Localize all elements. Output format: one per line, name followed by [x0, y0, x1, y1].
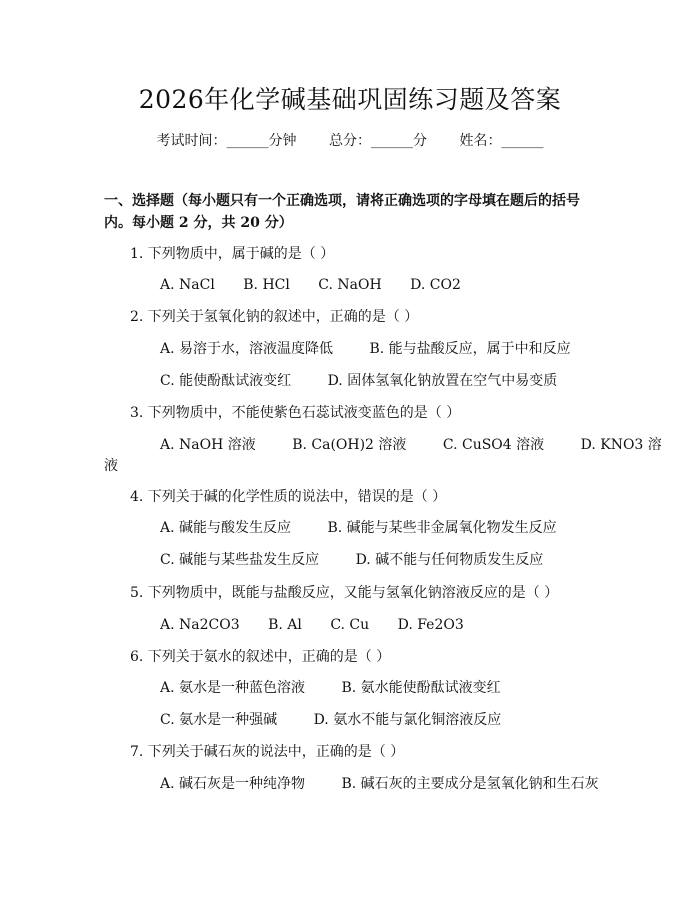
option: D. Fe2O3 [397, 617, 464, 633]
option: C. CuSO4 溶液 [442, 437, 545, 453]
question-stem: 1. 下列物质中，属于碱的是（ ） [130, 246, 335, 262]
question-options [160, 615, 488, 635]
option: A. 碱石灰是一种纯净物 [160, 776, 306, 792]
option: B. Al [268, 617, 302, 633]
option: D. CO2 [410, 277, 461, 293]
option: D. 氨水不能与氯化铜溶液反应 [313, 712, 502, 728]
option: A. NaOH 溶液 [160, 437, 256, 453]
option: A. 氨水是一种蓝色溶液 [160, 680, 306, 696]
exam-time-field: 考试时间：______分钟 [156, 133, 297, 149]
option: A. 易溶于水，溶液温度降低 [160, 341, 334, 357]
option: C. NaOH [318, 277, 382, 293]
exam-meta [0, 131, 700, 151]
question-options [160, 518, 581, 538]
question-options [160, 275, 485, 295]
option: B. 碱石灰的主要成分是氢氧化钠和生石灰 [341, 776, 599, 792]
option: D. 固体氢氧化钠放置在空气中易变质 [327, 373, 558, 389]
option: A. Na2CO3 [160, 617, 240, 633]
question-stem: 4. 下列关于碱的化学性质的说法中，错误的是（ ） [130, 489, 447, 505]
question-options [160, 435, 686, 455]
question-options [160, 339, 595, 359]
option: D. KNO3 溶 [580, 437, 662, 453]
option: A. NaCl [160, 277, 215, 293]
section-heading [104, 190, 604, 234]
option: B. 碱能与某些非金属氧化物发生反应 [327, 520, 557, 536]
option: B. 氨水能使酚酞试液变红 [341, 680, 501, 696]
question-stem: 6. 下列关于氨水的叙述中，正确的是（ ） [130, 649, 391, 665]
question-options [160, 371, 581, 391]
option: A. 碱能与酸发生反应 [160, 520, 292, 536]
question-stem: 7. 下列关于碱石灰的说法中，正确的是（ ） [130, 744, 405, 760]
section-heading-line: 内。每小题 2 分，共 20 分） [104, 215, 293, 231]
question-stem: 3. 下列物质中，不能使紫色石蕊试液变蓝色的是（ ） [130, 405, 461, 421]
question-options [160, 774, 623, 794]
question-options [160, 550, 567, 570]
option: C. Cu [330, 617, 370, 633]
option: C. 氨水是一种强碱 [160, 712, 278, 728]
option: C. 能使酚酞试液变红 [160, 373, 292, 389]
option: C. 碱能与某些盐发生反应 [160, 552, 320, 568]
option: B. Ca(OH)2 溶液 [292, 437, 407, 453]
option: D. 碱不能与任何物质发生反应 [355, 552, 544, 568]
question-stem: 5. 下列物质中，既能与盐酸反应，又能与氢氧化钠溶液反应的是（ ） [130, 585, 559, 601]
question-stem: 2. 下列关于氢氧化钠的叙述中，正确的是（ ） [130, 309, 419, 325]
option: B. 能与盐酸反应，属于中和反应 [369, 341, 571, 357]
page-title: 2026年化学碱基础巩固练习题及答案 [138, 85, 562, 114]
student-name-field: 姓名：______ [459, 133, 544, 149]
question-options [160, 678, 525, 698]
option-continuation: 液 [104, 458, 118, 474]
total-score-field: 总分：______分 [329, 133, 427, 149]
section-heading-line: 一、选择题（每小题只有一个正确选项，请将正确选项的字母填在题后的括号 [104, 193, 580, 209]
option: B. HCl [243, 277, 290, 293]
question-options [160, 710, 525, 730]
